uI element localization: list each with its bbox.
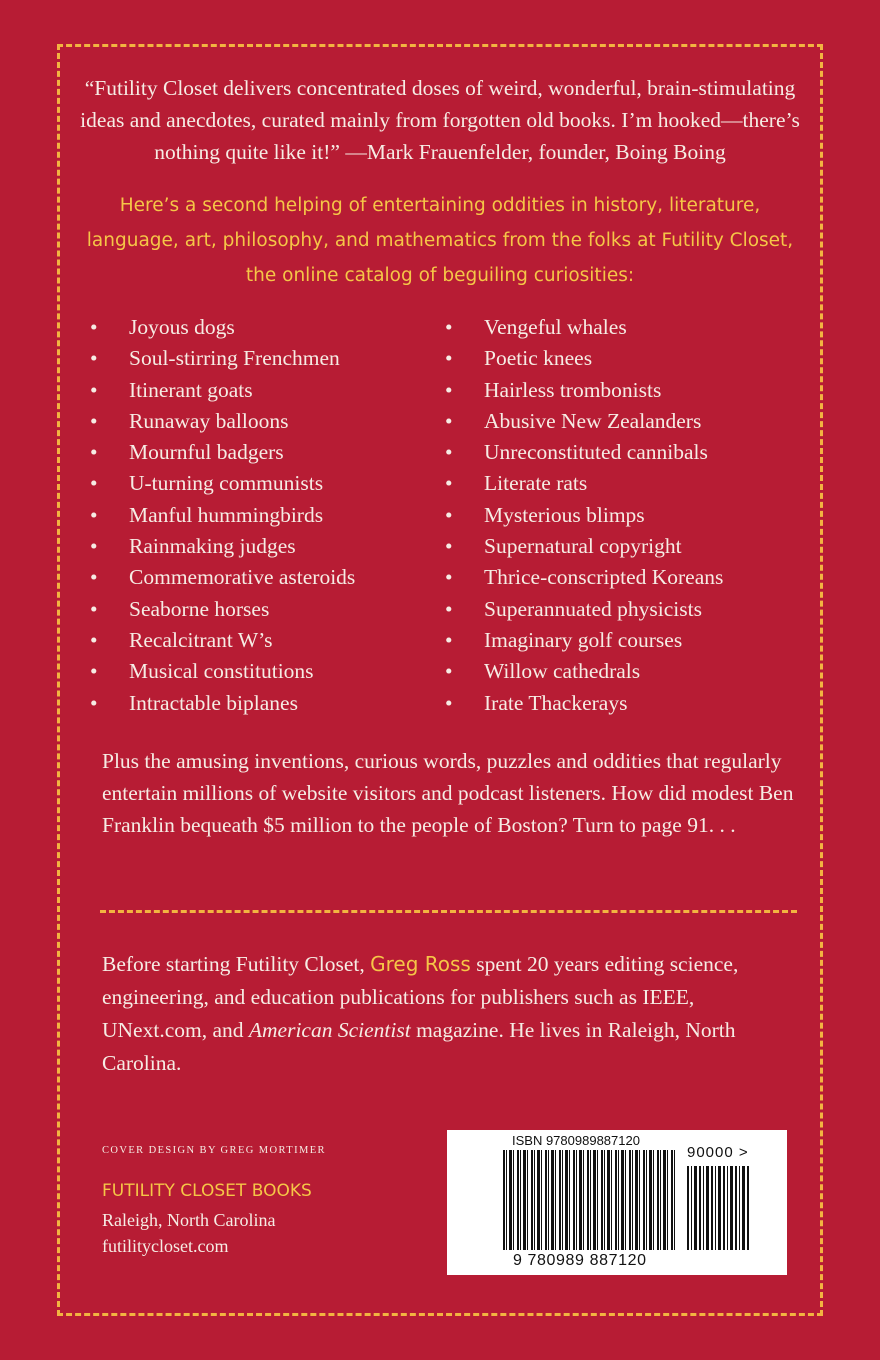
oddity-item	[445, 531, 723, 562]
oddity-item-label: U-turning communists	[129, 471, 324, 496]
oddity-item-label: Mysterious blimps	[484, 502, 645, 527]
oddity-item-label: Mournful badgers	[129, 440, 284, 465]
bullet-icon: •	[90, 471, 98, 496]
oddity-item-label: Soul-stirring Frenchmen	[129, 346, 340, 371]
price-addon-label: 90000 >	[687, 1144, 749, 1161]
oddity-item	[445, 437, 723, 468]
oddity-item	[445, 343, 723, 374]
plus-paragraph: Plus the amusing inventions, curious words, puzzles and oddities that regularly entertain millions of website visitors and podcast listeners. How did modest Ben Franklin bequeath $5 million to the people of Boston? Turn to page 91. . .	[102, 749, 794, 837]
bullet-icon: •	[90, 534, 98, 559]
oddity-item	[90, 468, 355, 499]
bullet-icon: •	[445, 408, 453, 433]
bullet-icon: •	[90, 408, 98, 433]
oddity-item	[90, 562, 355, 593]
bullet-icon: •	[445, 377, 453, 402]
oddity-item-label: Vengeful whales	[484, 315, 627, 339]
oddity-item	[90, 688, 355, 719]
bullet-icon: •	[445, 534, 453, 559]
bullet-icon: •	[90, 659, 98, 684]
oddity-item-label: Manful hummingbirds	[129, 502, 324, 527]
oddity-item-label: Rainmaking judges	[129, 534, 296, 559]
author-name: Greg Ross	[370, 952, 471, 976]
oddities-list-right	[445, 312, 723, 719]
oddity-item	[90, 437, 355, 468]
oddity-item	[445, 312, 723, 343]
bullet-icon: •	[445, 315, 453, 339]
bullet-icon: •	[90, 440, 98, 465]
bullet-icon: •	[445, 659, 453, 684]
oddity-item-label: Literate rats	[484, 471, 588, 496]
oddity-item-label: Unreconstituted cannibals	[484, 440, 708, 465]
bullet-icon: •	[90, 377, 98, 402]
oddity-item	[445, 468, 723, 499]
oddity-item	[445, 375, 723, 406]
bullet-icon: •	[445, 471, 453, 496]
oddity-item-label: Musical constitutions	[129, 659, 314, 684]
oddity-item-label: Imaginary golf courses	[484, 627, 683, 652]
bullet-icon: •	[445, 440, 453, 465]
oddity-item	[445, 594, 723, 625]
bullet-icon: •	[90, 315, 98, 339]
bullet-icon: •	[445, 627, 453, 652]
oddity-item-label: Recalcitrant W’s	[129, 627, 273, 652]
bullet-icon: •	[445, 346, 453, 371]
bio-text-end: magazine. He lives in Raleigh, North Carolina.	[102, 1018, 736, 1075]
bullet-icon: •	[90, 565, 98, 590]
addon-bars-icon	[687, 1166, 751, 1250]
bullet-icon: •	[90, 690, 98, 715]
intro-text: Here’s a second helping of entertaining oddities in history, literature, language, art, philosophy, and mathematics from the folks at Futility Closet, the online catalog of beguiling curiosities:	[86, 195, 794, 286]
publisher-name: FUTILITY CLOSET BOOKS	[102, 1181, 312, 1201]
oddity-item	[90, 656, 355, 687]
oddity-item	[90, 625, 355, 656]
barcode	[447, 1130, 787, 1275]
oddity-item-label: Supernatural copyright	[484, 534, 682, 559]
oddity-item	[445, 688, 723, 719]
barcode-bars-icon	[503, 1150, 677, 1250]
oddity-item	[445, 500, 723, 531]
oddity-item	[445, 562, 723, 593]
bullet-icon: •	[90, 502, 98, 527]
isbn-label: ISBN 9780989887120	[512, 1133, 640, 1148]
oddity-item-label: Commemorative asteroids	[129, 565, 356, 590]
bullet-icon: •	[90, 627, 98, 652]
magazine-title: American Scientist	[248, 1018, 411, 1042]
oddity-item-label: Intractable biplanes	[129, 690, 298, 715]
barcode-digits: 9 780989 887120	[513, 1252, 647, 1269]
bullet-icon: •	[445, 502, 453, 527]
bio-text-after: spent 20 years editing science, engineering, and education publications for publishers such as IEEE, UNext.com, and	[102, 952, 739, 1042]
endorsement-quote: “Futility Closet delivers concentrated doses of weird, wonderful, brain-stimulating ideas and anecdotes, curated mainly from forgotten old books. I’m hooked—there’s nothing quite like it!” —Mark Frauenfelder, founder, Boing Boing	[80, 76, 800, 164]
bullet-icon: •	[445, 690, 453, 715]
bullet-icon: •	[445, 596, 453, 621]
bio-text-before: Before starting Futility Closet,	[102, 952, 371, 976]
section-divider	[100, 910, 797, 913]
oddity-item	[90, 312, 355, 343]
oddity-item-label: Superannuated physicists	[484, 596, 702, 621]
oddity-item	[90, 375, 355, 406]
bullet-icon: •	[90, 346, 98, 371]
oddity-item-label: Willow cathedrals	[484, 659, 641, 684]
oddity-item-label: Itinerant goats	[129, 377, 253, 402]
oddity-item-label: Runaway balloons	[129, 408, 289, 433]
oddity-item-label: Hairless trombonists	[484, 377, 662, 402]
publisher-website: futilitycloset.com	[102, 1236, 229, 1256]
bullet-icon: •	[445, 565, 453, 590]
oddity-item	[90, 594, 355, 625]
oddity-item-label: Abusive New Zealanders	[484, 408, 702, 433]
oddity-item	[445, 406, 723, 437]
oddities-list-left	[90, 312, 355, 719]
oddity-item-label: Seaborne horses	[129, 596, 270, 621]
oddity-item	[90, 343, 355, 374]
oddity-item-label: Joyous dogs	[129, 315, 235, 339]
oddity-item-label: Thrice-conscripted Koreans	[484, 565, 724, 590]
oddity-item-label: Irate Thackerays	[484, 690, 628, 715]
cover-credit: COVER DESIGN BY GREG MORTIMER	[102, 1145, 326, 1156]
oddity-item	[90, 406, 355, 437]
oddity-item	[90, 500, 355, 531]
oddity-item	[445, 625, 723, 656]
oddity-item-label: Poetic knees	[484, 346, 593, 371]
oddity-item	[445, 656, 723, 687]
author-bio	[102, 948, 802, 1080]
publisher-city: Raleigh, North Carolina	[102, 1210, 276, 1230]
bullet-icon: •	[90, 596, 98, 621]
oddity-item	[90, 531, 355, 562]
